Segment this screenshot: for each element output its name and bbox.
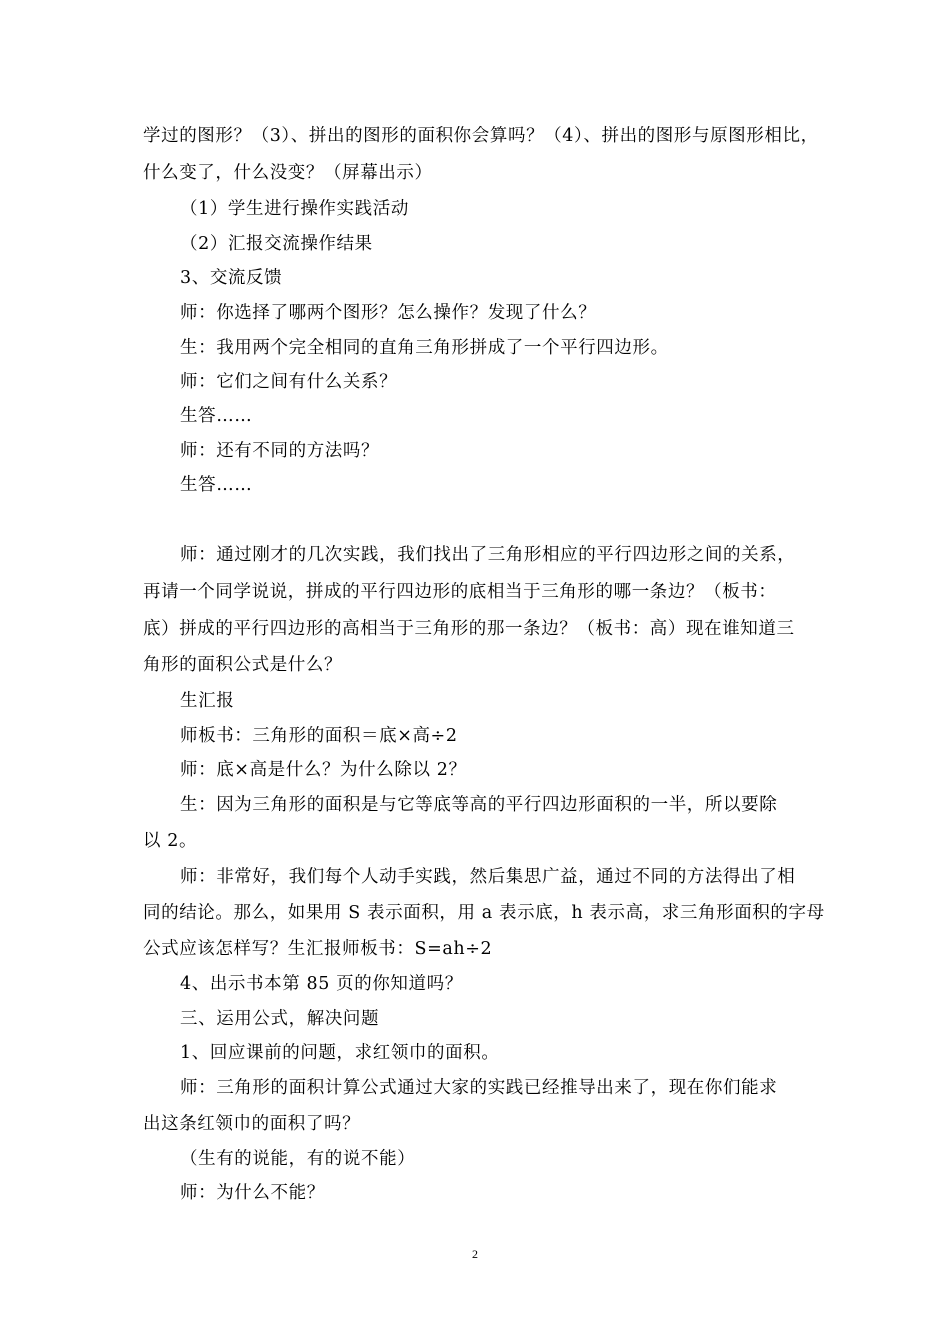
text-line: 生：我用两个完全相同的直角三角形拼成了一个平行四边形。 bbox=[180, 338, 669, 358]
text-line: 生答…… bbox=[180, 475, 253, 495]
text-line: 师：非常好，我们每个人动手实践，然后集思广益，通过不同的方法得出了相 bbox=[180, 867, 796, 887]
text-line: 同的结论。那么，如果用 S 表示面积，用 a 表示底，h 表示高，求三角形面积的字母 bbox=[143, 903, 825, 923]
text-line: 三、运用公式，解决问题 bbox=[180, 1009, 380, 1029]
text-line: 3、交流反馈 bbox=[180, 268, 283, 288]
text-line: 生：因为三角形的面积是与它等底等高的平行四边形面积的一半，所以要除 bbox=[180, 795, 778, 815]
text-line: 出这条红领巾的面积了吗？ bbox=[143, 1114, 361, 1134]
text-line: 师：通过刚才的几次实践，我们找出了三角形相应的平行四边形之间的关系， bbox=[180, 545, 796, 565]
text-line: 师：为什么不能？ bbox=[180, 1183, 325, 1203]
text-line: 学过的图形？（3）、拼出的图形的面积你会算吗？（4）、拼出的图形与原图形相比， bbox=[143, 126, 819, 146]
text-line: 师：你选择了哪两个图形？怎么操作？发现了什么？ bbox=[180, 303, 597, 323]
page-number: 2 bbox=[472, 1247, 478, 1261]
text-line: 1、回应课前的问题，求红领巾的面积。 bbox=[180, 1043, 500, 1063]
text-line: （生有的说能，有的说不能） bbox=[180, 1149, 416, 1169]
text-line: （2）汇报交流操作结果 bbox=[180, 234, 373, 254]
text-line: 再请一个同学说说，拼成的平行四边形的底相当于三角形的哪一条边？（板书： bbox=[143, 582, 777, 602]
text-line: 生汇报 bbox=[180, 691, 235, 711]
text-line: 角形的面积公式是什么？ bbox=[143, 655, 343, 675]
text-line: 4、出示书本第 85 页的你知道吗？ bbox=[180, 974, 463, 994]
text-line: 以 2。 bbox=[143, 831, 198, 851]
text-line: 公式应该怎样写？生汇报师板书：S=ah÷2 bbox=[143, 939, 493, 959]
text-line: 师：三角形的面积计算公式通过大家的实践已经推导出来了，现在你们能求 bbox=[180, 1078, 778, 1098]
text-line: 底）拼成的平行四边形的高相当于三角形的那一条边？（板书：高）现在谁知道三 bbox=[143, 619, 795, 639]
text-line: （1）学生进行操作实践活动 bbox=[180, 199, 409, 219]
text-line: 生答…… bbox=[180, 406, 253, 426]
text-line: 什么变了，什么没变？（屏幕出示） bbox=[143, 163, 433, 183]
text-line: 师板书：三角形的面积＝底×高÷2 bbox=[180, 726, 458, 746]
text-line: 师：底×高是什么？为什么除以 2？ bbox=[180, 760, 467, 780]
text-line: 师：它们之间有什么关系？ bbox=[180, 372, 398, 392]
text-line: 师：还有不同的方法吗？ bbox=[180, 441, 380, 461]
